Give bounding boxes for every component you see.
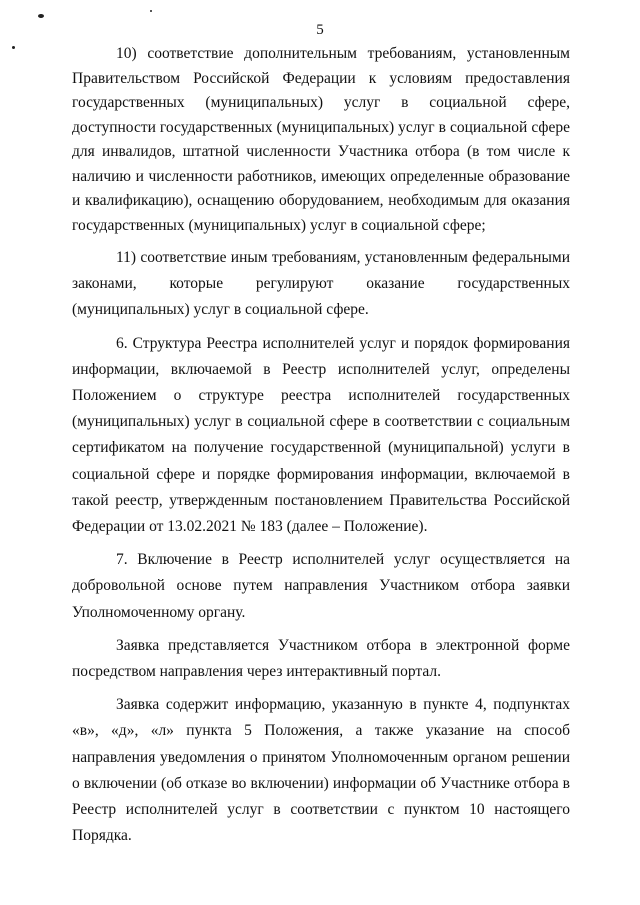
document-body xyxy=(72,42,570,849)
paragraph-item-10: 10) соответствие дополнительным требованиям, установленным Правительством Российской Федерации к условиям предоставления государственных (муниципальных) услуг в социальной сфере, доступности государственных (муниципальных) услуг в социальной сфере для инвалидов, штатной численности Участника отбора (в том числе к наличию и численности работников, имеющих определенные образование и квалификацию), оснащению оборудованием, необходимым для оказания государственных (муниципальных) услуг в социальной сфере; xyxy=(72,45,570,234)
paragraph-application-form: Заявка представляется Участником отбора в электронной форме посредством направления через интерактивный портал. xyxy=(72,636,570,681)
paragraph-7: 7. Включение в Реестр исполнителей услуг осуществляется на добровольной основе путем направления Участником отбора заявки Уполномоченному органу. xyxy=(72,551,570,621)
scan-speck xyxy=(150,10,152,12)
scan-speck xyxy=(38,14,44,18)
page-number: 5 xyxy=(316,22,324,38)
paragraph-item-11: 11) соответствие иным требованиям, установленным федеральными законами, которые регулируют оказание государственных (муниципальных) услуг в социальной сфере. xyxy=(72,249,570,319)
scan-speck xyxy=(12,46,15,49)
paragraph-application-content: Заявка содержит информацию, указанную в пункте 4, подпунктах «в», «д», «л» пункта 5 Положения, а также указание на способ направления уведомления о принятом Уполномоченным органом решении о включении (об отказе во включении) информации об Участнике отбора в Реестр исполнителей услуг в соответствии с пунктом 10 настоящего Порядка. xyxy=(72,696,570,845)
paragraph-6: 6. Структура Реестра исполнителей услуг и порядок формирования информации, включаемой в Реестр исполнителей услуг, определены Положением о структуре реестра исполнителей государственных (муниципальных) услуг в социальной сфере в соответствии с социальным сертификатом на получение государственной (муниципальной) услуги в социальной сфере и порядке формирования информации, включаемой в такой реестр, утвержденным постановлением Правительства Российской Федерации от 13.02.2021 № 183 (далее – Положение). xyxy=(72,334,570,536)
